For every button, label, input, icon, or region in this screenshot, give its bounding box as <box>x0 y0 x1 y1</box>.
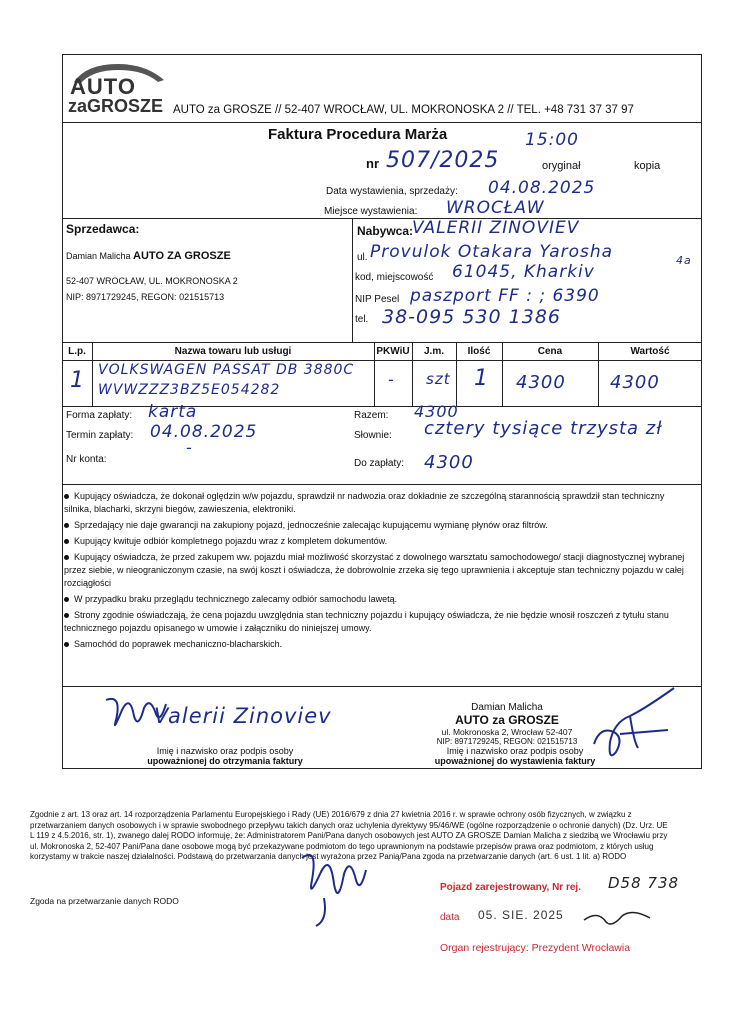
invoice-title: Faktura Procedura Marża <box>268 126 448 143</box>
col-header-unit: J.m. <box>423 346 444 357</box>
logo-text-top: AUTO <box>70 74 136 99</box>
company-logo <box>66 58 170 120</box>
seller-company: AUTO ZA GROSZE <box>133 250 231 262</box>
words-label: Słownie: <box>354 430 392 441</box>
seller-name-prefix: Damian Malicha <box>66 251 131 261</box>
clause-item: Kupujący oświadcza, że dokonał oględzin w/w pojazdu, sprawdził nr nadwozia oraz dokładnie ze szczególną starannością sprawdził stan techniczny silnika, blacharki, skrzyni biegów, zawieszenia, elektroniki. <box>64 491 665 514</box>
stamp-line1: Pojazd zarejestrowany, Nr rej. <box>440 882 581 893</box>
buyer-city: 61045, Kharkiv <box>452 262 595 282</box>
payment-term-value: 04.08.2025 <box>150 422 258 442</box>
buyer-tel: 38-095 530 1386 <box>382 306 561 328</box>
col-header-value: Wartość <box>630 346 670 357</box>
buyer-street-extra: 4a <box>676 254 692 267</box>
payment-form-value: karta <box>148 402 198 422</box>
due-label: Do zapłaty: <box>354 458 405 469</box>
row-price: 4300 <box>516 372 566 393</box>
buyer-street-label: ul. <box>357 252 368 263</box>
row-name-line2: WVWZZZ3BZ5E054282 <box>98 382 281 398</box>
seller-name <box>66 250 231 262</box>
row-pkwiu: - <box>388 370 395 389</box>
invoice-nr-label: nr <box>366 156 379 171</box>
col-header-name: Nazwa towaru lub usługi <box>174 346 292 357</box>
payment-term-label: Termin zapłaty: <box>66 430 134 441</box>
buyer-signature <box>100 690 360 738</box>
issue-date-label: Data wystawienia, sprzedaży: <box>326 186 458 197</box>
seller-address: 52-407 WROCŁAW, UL. MOKRONOSKA 2 <box>66 276 238 286</box>
stamp-reg-number: D58 738 <box>608 874 680 892</box>
clause-item: W przypadku braku przeglądu technicznego zalecamy odbiór samochodu lawetą. <box>64 593 694 606</box>
col-header-qty: Ilość <box>467 346 491 357</box>
logo-text-bottom: zaGROSZE <box>68 96 164 116</box>
seller-caption: Imię i nazwisko oraz podpis osoby upoważnionej do wystawienia faktury <box>434 746 596 766</box>
buyer-name: VALERII ZINOVIEV <box>412 218 580 238</box>
account-value: - <box>186 438 193 457</box>
stamp-initials-icon <box>582 908 652 928</box>
divider <box>62 218 702 219</box>
buyer-tel-label: tel. <box>355 314 369 325</box>
buyer-street: Provulok Otakara Yarosha <box>370 242 614 262</box>
divider <box>62 122 702 123</box>
company-header-line: AUTO za GROSZE // 52-407 WROCŁAW, UL. MOKRONOSKA 2 // TEL. +48 731 37 37 97 <box>173 104 634 116</box>
rodo-signature-icon <box>294 840 374 930</box>
clause-item: Kupujący oświadcza, że przed zakupem ww. pojazdu miał możliwość skorzystać z dowolnego warsztatu samochodowego/ stacji diagnostycznej wybranej przez siebie, w nieograniczonym czasie, na swój koszt i oświadcza, że dobrowolnie zrzeka się tego uprawnienia i akceptuje stan techniczny pojazdu w całej rozciągłości <box>64 552 685 588</box>
total-label: Razem: <box>354 410 389 421</box>
invoice-number: 507/2025 <box>386 148 500 173</box>
buyer-signature-name: Valerii Zinoviev <box>154 704 332 728</box>
place-value: WROCŁAW <box>446 198 545 218</box>
stamp-authority: Organ rejestrujący: Prezydent Wrocławia <box>440 942 631 954</box>
due-value: 4300 <box>424 452 474 473</box>
payment-form-label: Forma zapłaty: <box>66 410 133 421</box>
seller-nip: NIP: 8971729245, REGON: 021515713 <box>66 292 225 302</box>
rodo-text: Zgodnie z art. 13 oraz art. 14 rozporządzenia Parlamentu Europejskiego i Rady (UE) 2016/679 z dnia 27 kwietnia 2016 r. w sprawie ochrony osób fizycznych, w związku z przetwarzaniem danych osobowych i w sprawie swobodnego przepływu takich danych oraz uchylenia dyrektywy 95/46/WE (ogólne rozporządzenie o ochronie danych) (Dz. Urz. UE L 119 z 4.5.2016, str. 1), zwanego dalej RODO informuję, że: Administratorem Pani/Pana danych osobowych jest AUTO ZA GROSZE Damian Malicha z siedzibą we Wrocławiu przy ul. Mokronoska 2, 52-407 Pani/Pana dane osobowe mogą być przekazywane podmiotom do tego uprawnionym na podstawie przepisów prawa oraz podmiotom, z których usług korzystamy w trakcie naszej działalności. Podstawą do przetwarzania danych jest wyrażona przez Panią/Pana zgoda na przetwarzanie danych (art. 6 ust. 1 lit. a) RODO <box>30 810 668 861</box>
account-label: Nr konta: <box>66 454 107 465</box>
buyer-caption: Imię i nazwisko oraz podpis osoby upoważnionej do otrzymania faktury <box>147 746 303 766</box>
col-header-pkwiu: PKWiU <box>376 346 410 357</box>
registration-stamp <box>432 864 702 1004</box>
row-qty: 1 <box>474 366 489 391</box>
buyer-nip-label: NIP Pesel <box>355 294 400 305</box>
clauses-list <box>64 490 694 651</box>
buyer-heading: Nabywca: <box>357 224 414 238</box>
row-name-line1: VOLKSWAGEN PASSAT DB 3880C <box>98 362 355 378</box>
col-header-price: Cena <box>537 346 563 357</box>
row-unit: szt <box>426 370 451 388</box>
time-handwritten: 15:00 <box>525 130 579 150</box>
stamp-date-label: data <box>440 912 460 923</box>
items-table <box>62 342 702 406</box>
clause-item: Samochód do poprawek mechaniczno-blacharskich. <box>64 638 694 651</box>
original-label: oryginał <box>542 160 581 172</box>
clause-item: Sprzedający nie daje gwarancji na zakupiony pojazd, jednocześnie zalecając kupującemu wymianę płynów oraz filtrów. <box>64 519 694 532</box>
total-value: 4300 <box>414 402 459 421</box>
stamp-date-value: 05. SIE. 2025 <box>478 908 564 922</box>
buyer-nip: paszport FF : ; 6390 <box>410 286 600 306</box>
rodo-consent: Zgoda na przetwarzanie danych RODO <box>30 896 179 906</box>
clause-item: Kupujący kwituje odbiór kompletnego pojazdu wraz z kompletem dokumentów. <box>64 535 694 548</box>
issue-date-value: 04.08.2025 <box>488 178 596 198</box>
seller-stamp: Damian Malicha AUTO za GROSZE ul. Mokronoska 2, Wrocław 52-407 NIP: 8971729245, REGON: 021515713 <box>436 702 578 746</box>
divider <box>352 218 353 342</box>
buyer-city-label: kod, miejscowość <box>355 272 434 283</box>
place-label: Miejsce wystawienia: <box>324 206 418 217</box>
copy-label: kopia <box>634 160 661 172</box>
row-value: 4300 <box>610 372 660 393</box>
row-lp: 1 <box>70 368 85 393</box>
clause-item: Strony zgodnie oświadczają, że cena pojazdu uwzględnia stan techniczny pojazdu i kupujący oświadcza, że nie będzie wnosił roszczeń z tytułu stanu technicznego pojazdu opisanego w umowie i załączniku do niniejszej umowy. <box>64 610 669 633</box>
divider <box>62 484 702 485</box>
col-header-lp: L.p. <box>68 346 86 357</box>
words-value: cztery tysiące trzysta zł <box>424 418 663 439</box>
seller-heading: Sprzedawca: <box>66 222 140 236</box>
